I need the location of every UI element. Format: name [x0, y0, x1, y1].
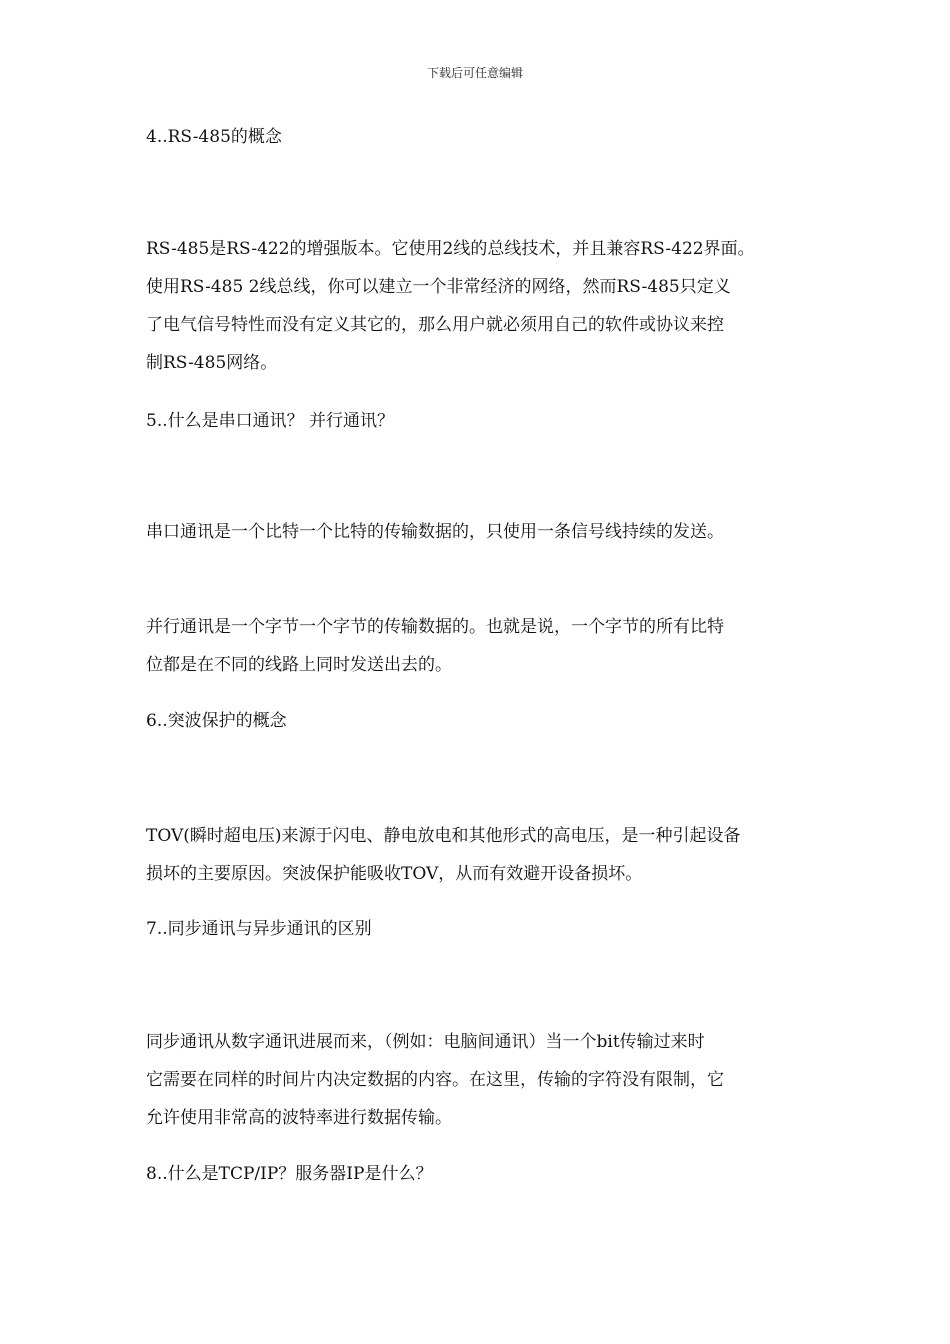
section-heading-4: 4..RS-485的概念: [146, 127, 282, 147]
paragraph-line: 使用RS-485 2线总线，你可以建立一个非常经济的网络，然而RS-485只定义: [146, 277, 731, 297]
section-paragraph-6: [146, 817, 814, 893]
paragraph-line: TOV(瞬时超电压)来源于闪电、静电放电和其他形式的高电压，是一种引起设备: [146, 826, 741, 846]
section-heading-8: 8..什么是TCP/IP？服务器IP是什么？: [146, 1164, 433, 1184]
paragraph-line: 制RS-485网络。: [146, 353, 278, 373]
paragraph-line: 了电气信号特性而没有定义其它的，那么用户就必须用自己的软件或协议来控: [146, 315, 724, 335]
section-heading-5: 5..什么是串口通讯？ 并行通讯？: [146, 411, 395, 431]
paragraph-line: RS-485是RS-422的增强版本。它使用2线的总线技术，并且兼容RS-422界面。: [146, 239, 755, 259]
section-heading-6: 6..突波保护的概念: [146, 711, 287, 731]
paragraph-line: 它需要在同样的时间片内决定数据的内容。在这里，传输的字符没有限制，它: [146, 1070, 724, 1090]
paragraph-line: 并行通讯是一个字节一个字节的传输数据的。也就是说，一个字节的所有比特: [146, 617, 724, 637]
section-paragraph-4: [146, 230, 814, 382]
paragraph-line: 位都是在不同的线路上同时发送出去的。: [146, 655, 452, 675]
paragraph-line: 同步通讯从数字通讯进展而来，（例如：电脑间通讯）当一个bit传输过来时: [146, 1032, 705, 1052]
page-header: 下载后可任意编辑: [426, 66, 523, 80]
paragraph-line: 损坏的主要原因。突波保护能吸收TOV，从而有效避开设备损坏。: [146, 864, 643, 884]
section-paragraph-5a: [146, 513, 814, 551]
section-heading-7: 7..同步通讯与异步通讯的区别: [146, 919, 372, 939]
section-paragraph-5b: [146, 608, 814, 684]
paragraph-line: 允许使用非常高的波特率进行数据传输。: [146, 1108, 452, 1128]
section-paragraph-7: [146, 1023, 814, 1137]
paragraph-line: 串口通讯是一个比特一个比特的传输数据的，只使用一条信号线持续的发送。: [146, 522, 724, 542]
